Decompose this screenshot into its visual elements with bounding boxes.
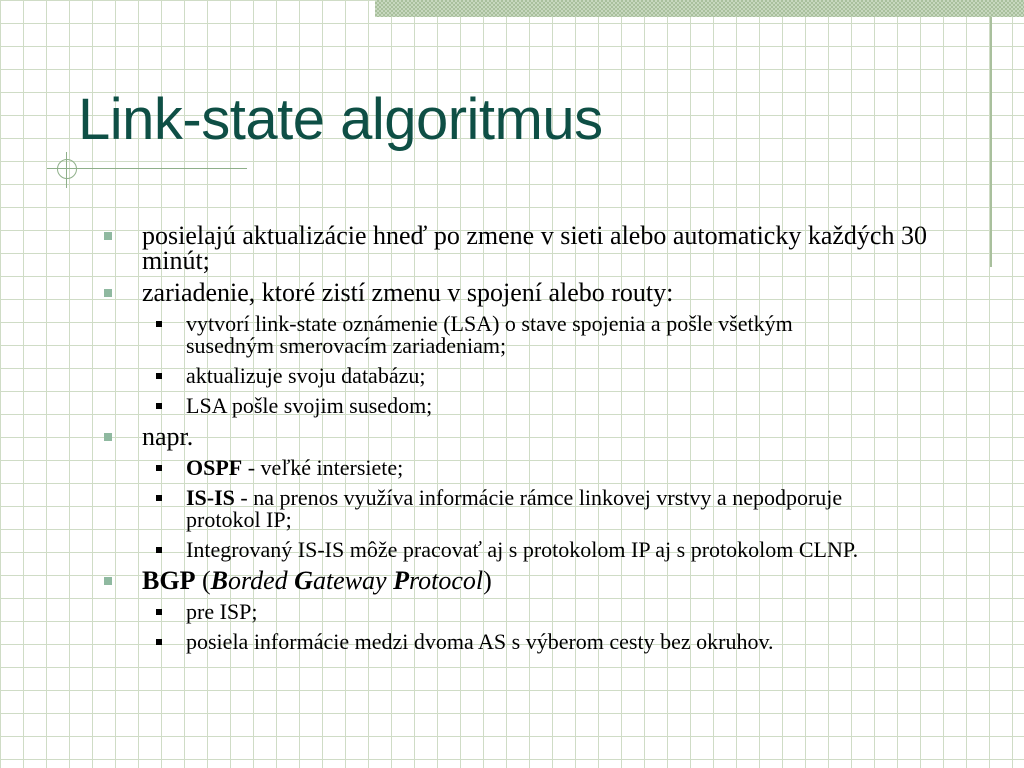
bullet-item (0, 424, 962, 449)
sub-bullet-text: posiela informácie medzi dvoma AS s výberom cesty bez okruhov. (186, 629, 774, 654)
slide-body (0, 216, 1024, 653)
sub-bullet-text: - na prenos využíva informácie rámce linkovej vrstvy a nepodporuje protokol IP; (186, 485, 843, 532)
sub-bullet-text: pre ISP; (186, 599, 258, 624)
paren-close: ) (483, 566, 492, 595)
small-square-bullet-icon (156, 403, 162, 409)
protocol-name-isis: IS-IS (186, 485, 235, 510)
square-bullet-icon (104, 433, 112, 441)
sub-bullet-item (0, 395, 886, 417)
sub-bullet-text: LSA pošle svojim susedom; (186, 393, 433, 418)
sub-bullet-item (0, 631, 886, 653)
small-square-bullet-icon (156, 639, 162, 645)
sub-bullet-item (0, 365, 886, 387)
square-bullet-icon (104, 232, 112, 240)
bullet-text: posielajú aktualizácie hneď po zmene v sieti alebo automaticky každých 30 minút; (142, 221, 927, 275)
bullet-item (0, 223, 962, 273)
protocol-name-bgp: BGP (142, 566, 196, 595)
small-square-bullet-icon (156, 609, 162, 615)
square-bullet-icon (104, 577, 112, 585)
sub-bullet-item (0, 487, 886, 531)
bullet-text: napr. (142, 422, 194, 451)
acronym-word: rotocol (409, 566, 484, 595)
small-square-bullet-icon (156, 495, 162, 501)
small-square-bullet-icon (156, 547, 162, 553)
acronym-letter: G (294, 566, 313, 595)
bullet-item (0, 280, 962, 305)
small-square-bullet-icon (156, 373, 162, 379)
sub-bullet-text: aktualizuje svoju databázu; (186, 363, 426, 388)
acronym-word: orded (227, 566, 295, 595)
sub-bullet-item (0, 601, 886, 623)
sub-bullet-item (0, 457, 886, 479)
sub-bullet-item (0, 313, 886, 357)
small-square-bullet-icon (156, 321, 162, 327)
protocol-name-ospf: OSPF (186, 455, 243, 480)
small-square-bullet-icon (156, 465, 162, 471)
square-bullet-icon (104, 289, 112, 297)
sub-bullet-item (0, 539, 886, 561)
sub-bullet-text: vytvorí link-state oznámenie (LSA) o stave spojenia a pošle všetkým susedným smerovacím zariadeniam; (186, 311, 793, 358)
paren-open: ( (195, 566, 211, 595)
decorative-top-band (375, 0, 1024, 17)
title-underline (47, 168, 247, 169)
acronym-word: ateway (312, 566, 394, 595)
slide-title: Link-state algoritmus (78, 87, 603, 152)
bullet-text: zariadenie, ktoré zistí zmenu v spojení alebo routy: (142, 278, 674, 307)
crosshair-line (66, 152, 67, 188)
bullet-item (0, 568, 962, 593)
acronym-letter: B (210, 566, 228, 595)
sub-bullet-text: Integrovaný IS-IS môže pracovať aj s protokolom IP aj s protokolom CLNP. (186, 537, 859, 562)
crosshair-ring-icon (57, 159, 77, 179)
sub-bullet-text: - veľké intersiete; (242, 455, 404, 480)
acronym-letter: P (393, 566, 409, 595)
